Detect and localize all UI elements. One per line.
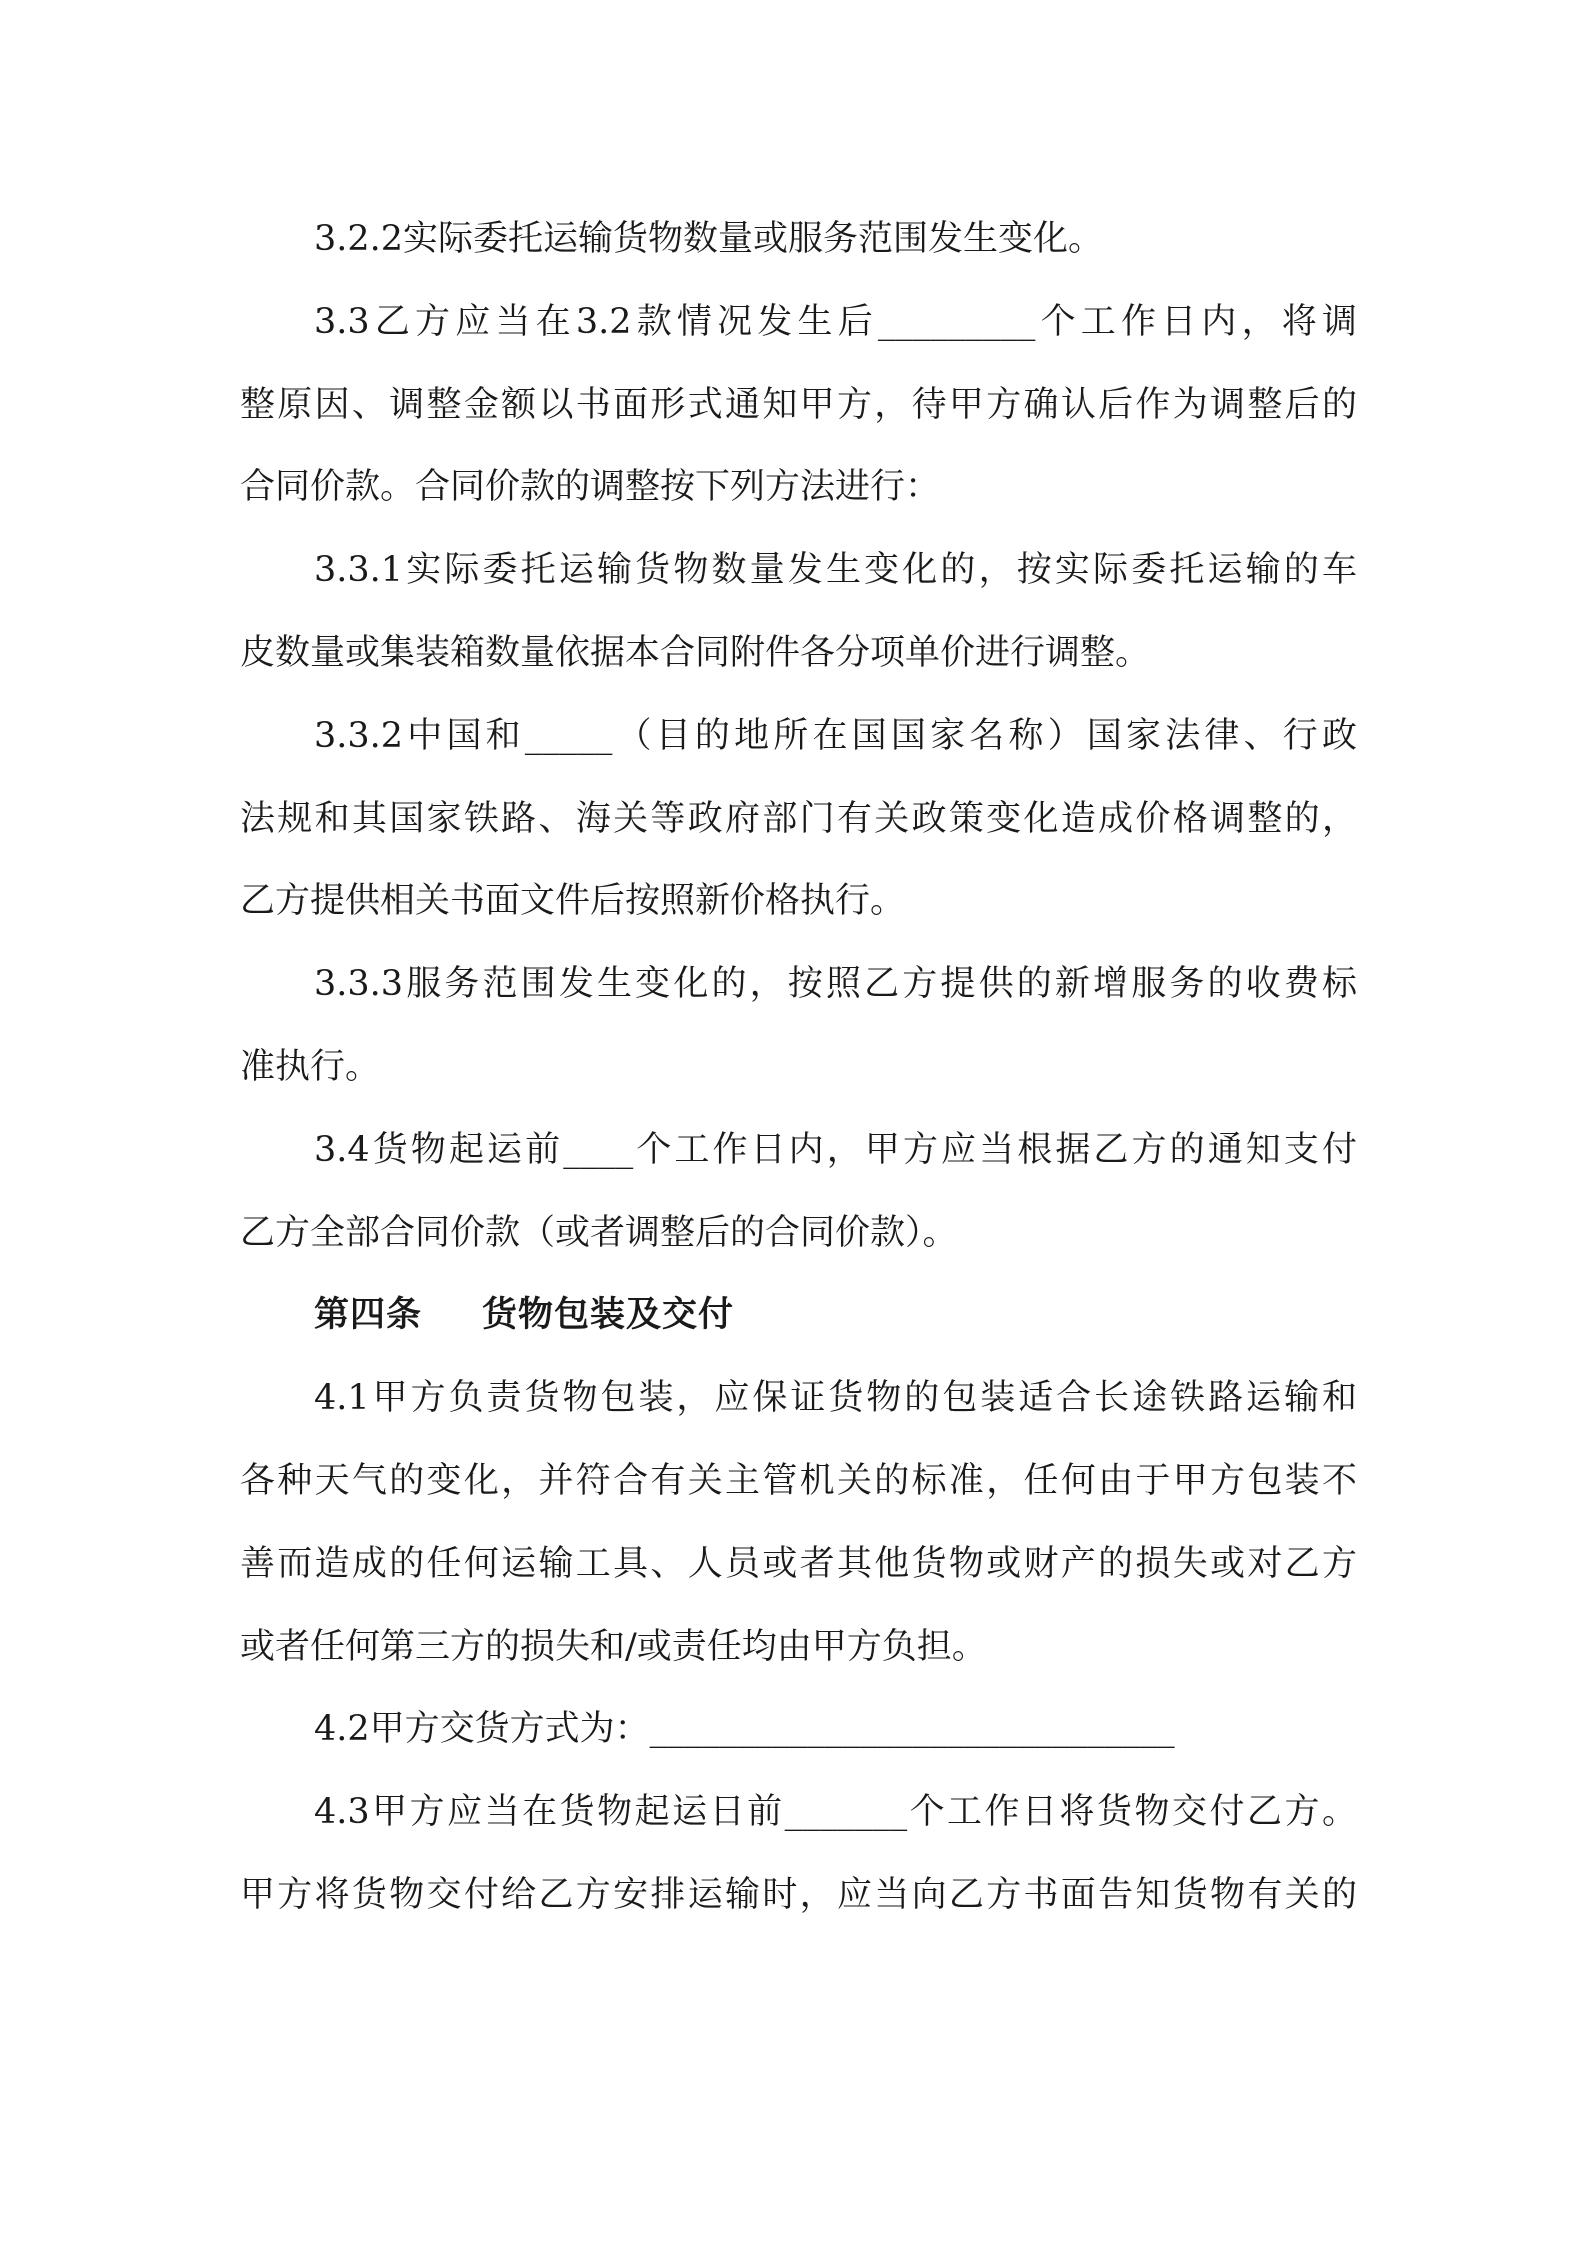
clause-3-3-line-1: 3.3乙方应当在3.2款情况发生后_________个工作日内，将调 — [314, 301, 1357, 342]
clause-3-4-line-1: 3.4货物起运前____个工作日内，甲方应当根据乙方的通知支付 — [314, 1129, 1357, 1170]
section-heading — [240, 1274, 1357, 1357]
clause-3-3-1-line-2: 皮数量或集装箱数量依据本合同附件各分项单价进行调整。 — [240, 632, 1151, 673]
clause-3-3-2-line-1: 3.3.2中国和_____（目的地所在国国家名称）国家法律、行政 — [314, 715, 1357, 756]
clause-4-1-line-3: 善而造成的任何运输工具、人员或者其他货物或财产的损失或对乙方 — [240, 1543, 1357, 1584]
clause-3-3-3-line-1: 3.3.3服务范围发生变化的，按照乙方提供的新增服务的收费标 — [314, 964, 1357, 1005]
clause-4-3-line-1: 4.3甲方应当在货物起运日前_______个工作日将货物交付乙方。 — [314, 1792, 1357, 1833]
section-heading-title: 货物包装及交付 — [482, 1295, 735, 1336]
clause-3-3-line-2: 整原因、调整金额以书面形式通知甲方，待甲方确认后作为调整后的 — [240, 384, 1357, 425]
clause-4-1-line-2: 各种天气的变化，并符合有关主管机关的标准，任何由于甲方包装不 — [240, 1460, 1357, 1501]
clause-3-3-1-line-1: 3.3.1实际委托运输货物数量发生变化的，按实际委托运输的车 — [314, 550, 1357, 591]
section-heading-number: 第四条 — [314, 1295, 423, 1336]
clause-3-4-line-2: 乙方全部合同价款（或者调整后的合同价款）。 — [240, 1212, 958, 1253]
clause-4-1-line-1: 4.1甲方负责货物包装，应保证货物的包装适合长途铁路运输和 — [314, 1378, 1357, 1419]
clause-4-3-line-2: 甲方将货物交付给乙方安排运输时，应当向乙方书面告知货物有关的 — [240, 1874, 1357, 1915]
clause-3-3-2-line-2: 法规和其国家铁路、海关等政府部门有关政策变化造成价格调整的， — [240, 798, 1357, 839]
clause-3-3-3-line-2: 准执行。 — [240, 1046, 381, 1087]
clause-3-3-line-3: 合同价款。合同价款的调整按下列方法进行： — [240, 467, 941, 508]
clause-3-2-2: 3.2.2实际委托运输货物数量或服务范围发生变化。 — [314, 219, 1104, 259]
document-body — [240, 198, 1357, 1937]
clause-3-3-2-line-3: 乙方提供相关书面文件后按照新价格执行。 — [240, 881, 906, 922]
clause-4-1-line-4: 或者任何第三方的损失和/或责任均由甲方负担。 — [240, 1626, 987, 1667]
clause-4-2: 4.2甲方交货方式为：______________________________ — [314, 1709, 1175, 1750]
